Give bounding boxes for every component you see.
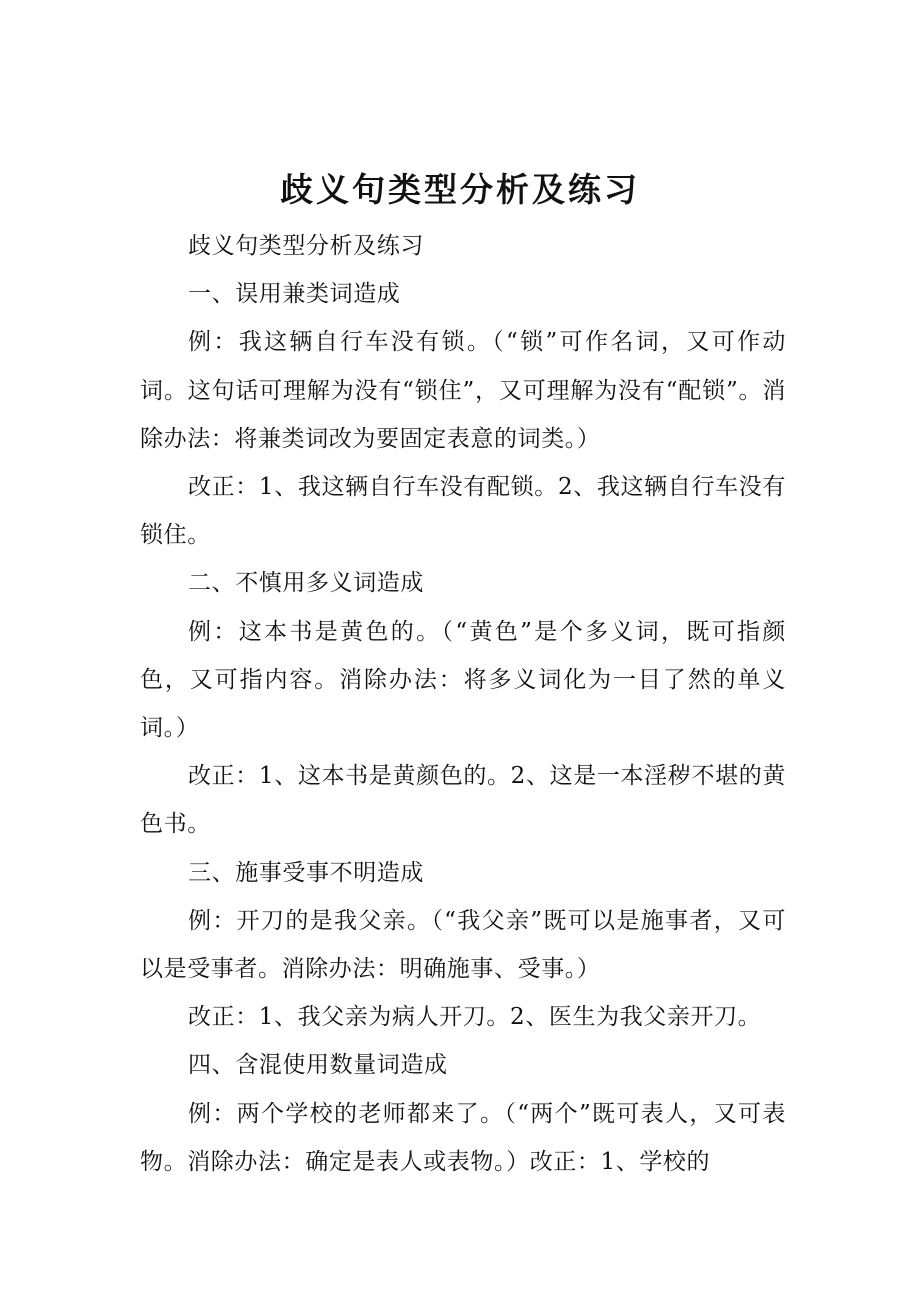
correction-3: 改正：1、我父亲为病人开刀。2、医生为我父亲开刀。	[188, 1004, 762, 1031]
example-1: 例：我这辆自行车没有锁。（“锁”可作名词，又可作动词。这句话可理解为没有“锁住”，又可理解为没有“配锁”。消除办法：将兼类词改为要固定表意的词类。）	[140, 329, 786, 452]
section-heading-1: 一、误用兼类词造成	[188, 281, 401, 308]
example-3: 例：开刀的是我父亲。（“我父亲”既可以是施事者，又可以是受事者。消除办法：明确施事、受事。）	[140, 907, 786, 983]
paragraph-heading-repeat: 歧义句类型分析及练习	[188, 233, 424, 259]
document-body	[140, 222, 786, 1186]
section-heading-4: 四、含混使用数量词造成	[188, 1052, 448, 1079]
example-4: 例：两个学校的老师都来了。（“两个”既可表人，又可表物。消除办法：确定是表人或表物。）改正：1、学校的	[140, 1100, 786, 1175]
correction-2: 改正：1、这本书是黄颜色的。2、这是一本淫秽不堪的黄色书。	[140, 763, 786, 838]
correction-1: 改正：1、我这辆自行车没有配锁。2、我这辆自行车没有锁住。	[140, 474, 786, 549]
section-heading-2: 二、不慎用多义词造成	[188, 570, 424, 597]
example-2: 例：这本书是黄色的。（“黄色”是个多义词，既可指颜色，又可指内容。消除办法：将多义词化为一目了然的单义词。）	[140, 618, 786, 742]
document-title: 歧义句类型分析及练习	[280, 170, 640, 210]
section-heading-3: 三、施事受事不明造成	[188, 859, 424, 886]
